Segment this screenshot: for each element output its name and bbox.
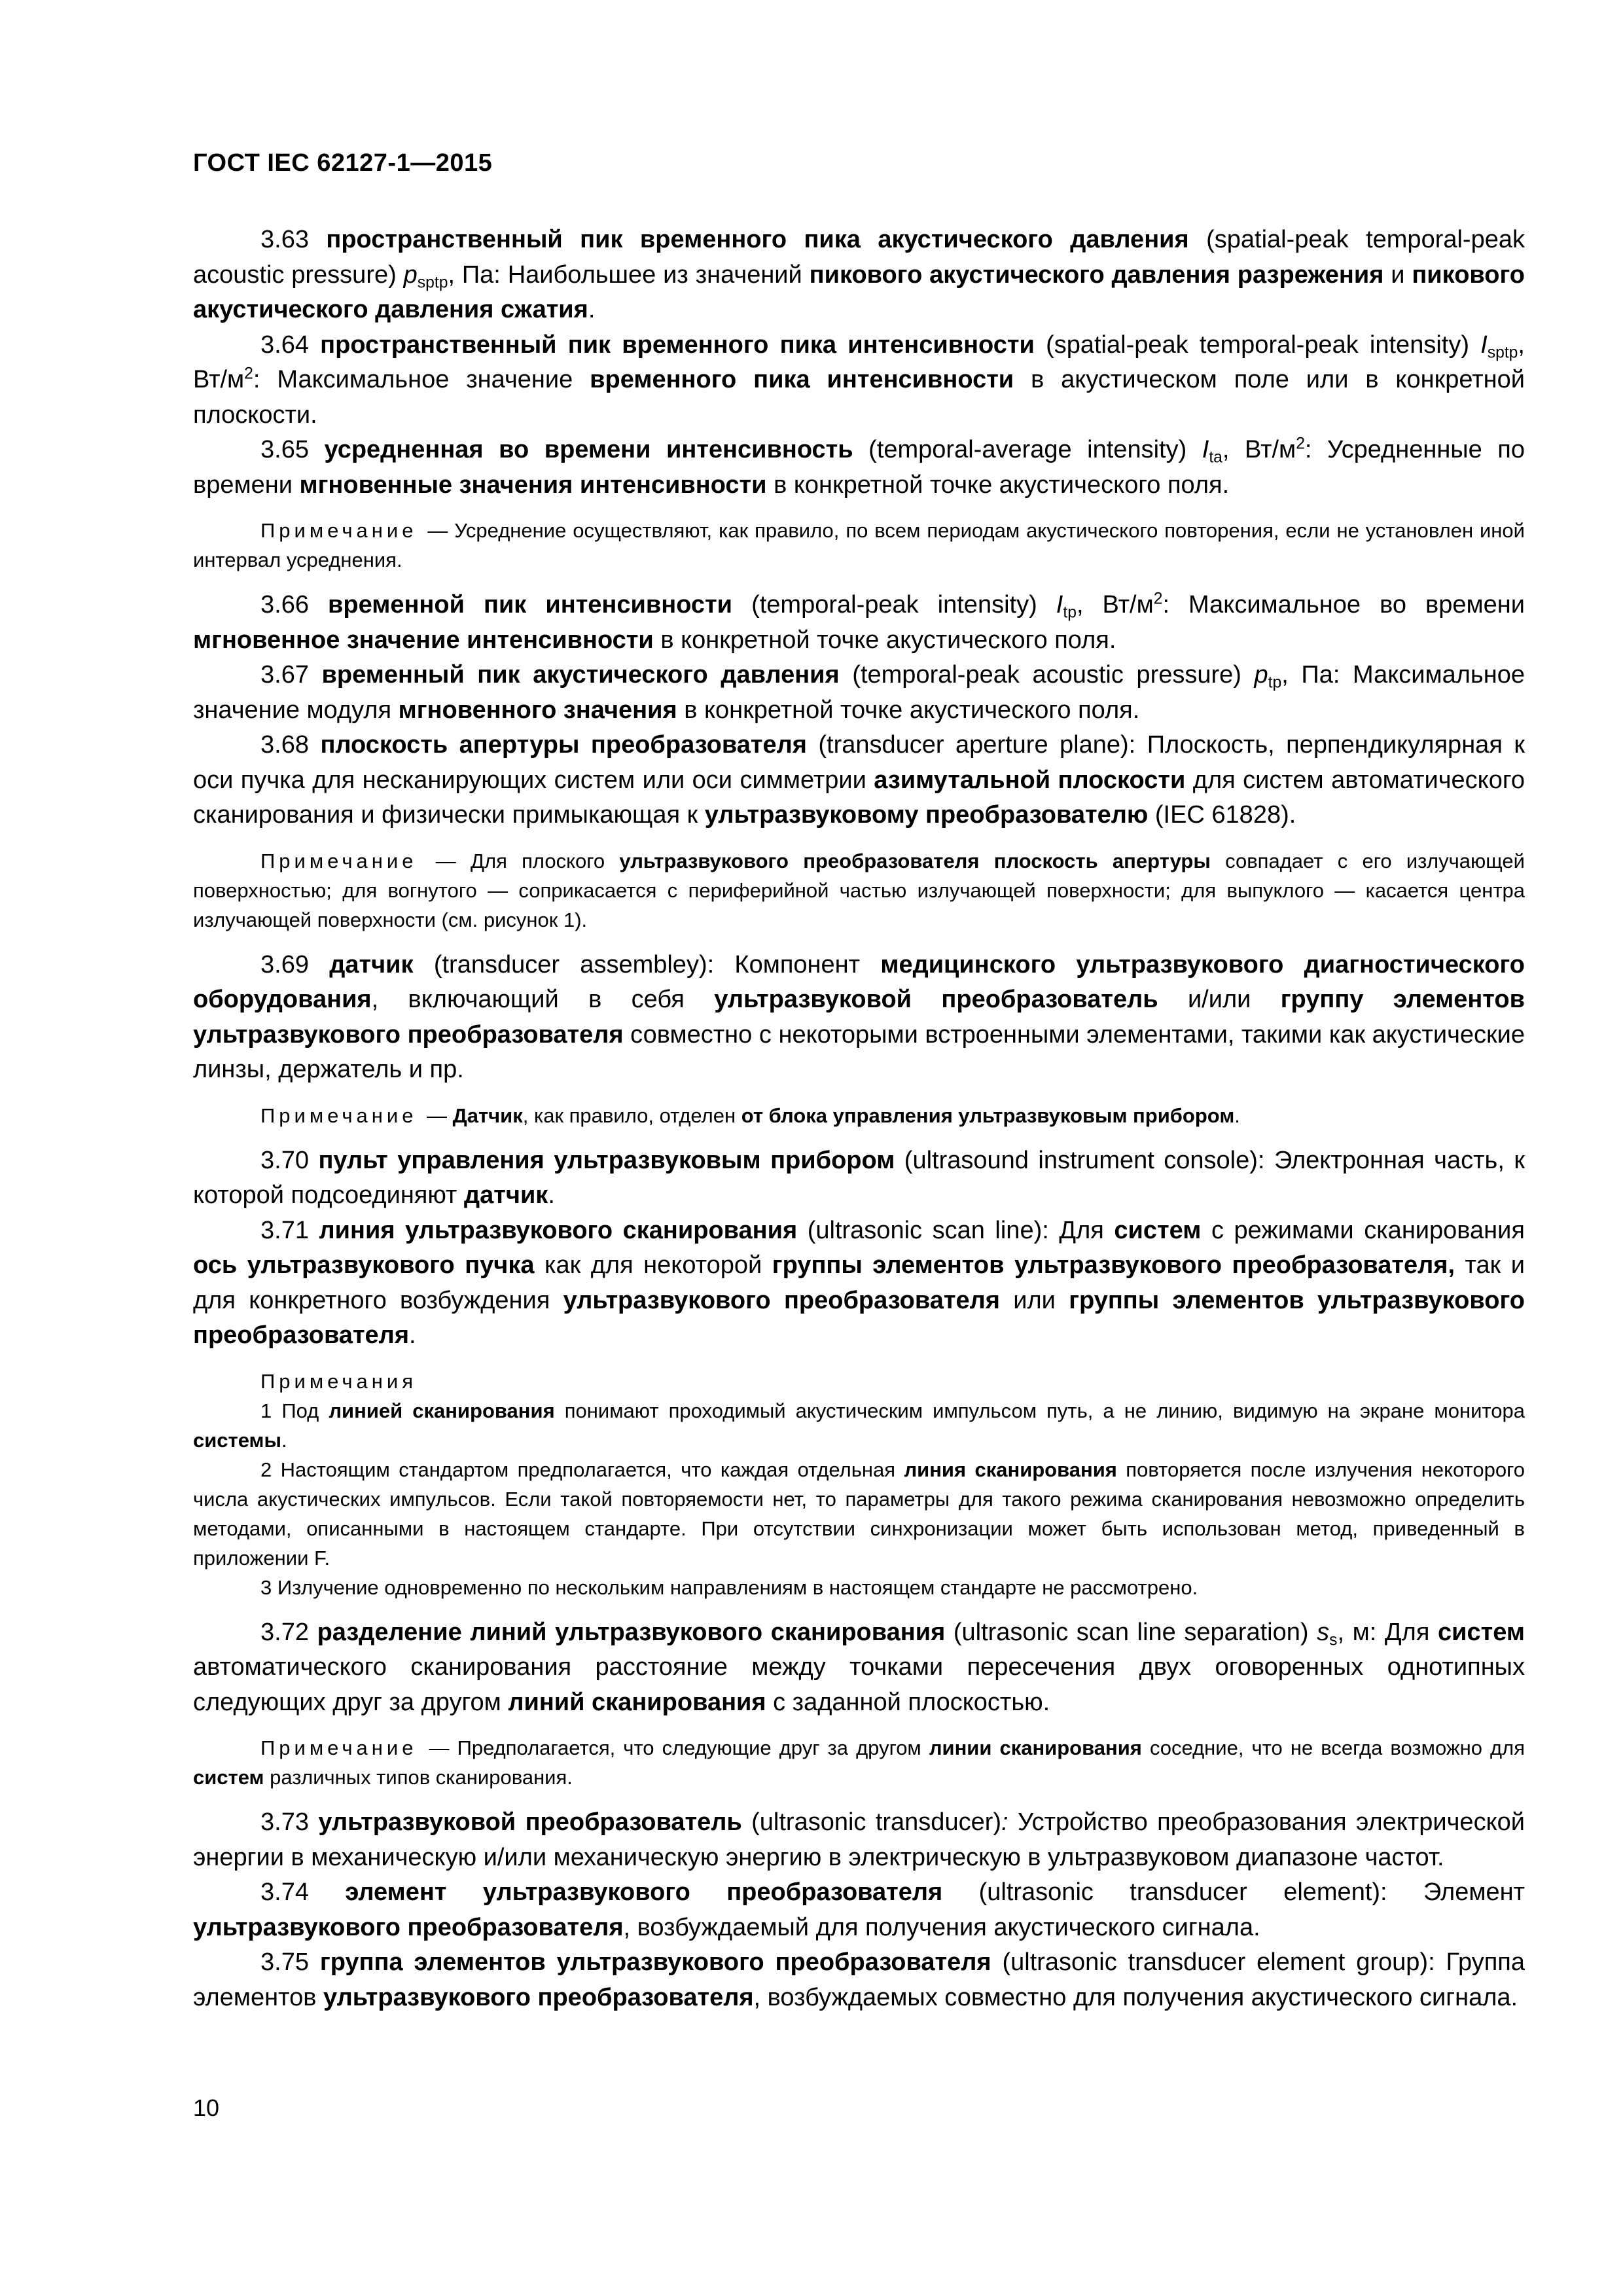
term-definition: . xyxy=(588,296,596,323)
term-number: 3.74 xyxy=(260,1878,346,1906)
term-name: линия ультразвукового сканирования xyxy=(319,1216,798,1244)
term-english: (ultrasonic scan line separation) xyxy=(945,1618,1317,1646)
term-3-74 xyxy=(193,1875,1525,1945)
term-symbol-subscript: ta xyxy=(1209,448,1222,467)
note-text: — Усреднение осуществляют, как правило, по всем периодам акустического повторения, если не установлен иной интервал усреднения. xyxy=(193,519,1525,571)
term-symbol: I xyxy=(1480,331,1488,359)
term-3-63 xyxy=(193,223,1525,328)
term-name: датчик xyxy=(329,950,414,978)
term-reference: систем xyxy=(1438,1618,1525,1646)
term-definition: или xyxy=(999,1286,1069,1314)
term-unit-superscript: 2 xyxy=(1296,435,1305,453)
note-item-3 xyxy=(193,1573,1525,1602)
term-3-64 xyxy=(193,328,1525,433)
term-number: 3.73 xyxy=(260,1808,319,1836)
term-definition: , возбуждаемый для получения акустического сигнала. xyxy=(623,1913,1260,1941)
term-name: пространственный пик временного пика интенсивности xyxy=(320,331,1035,359)
term-name: ультразвуковой преобразователь xyxy=(318,1808,742,1836)
note-text: 3 Излучение одновременно по нескольким направлениям в настоящем стандарте не рассмотрено. xyxy=(260,1575,1198,1599)
note-reference: ультразвукового преобразователя xyxy=(619,849,980,872)
term-reference: ультразвукового преобразователя xyxy=(563,1286,1000,1314)
note-label: Примечание xyxy=(260,519,418,542)
note-3-69 xyxy=(193,1101,1525,1130)
term-definition: в конкретной точке акустического поля. xyxy=(766,471,1230,499)
term-reference: мгновенного значения xyxy=(398,696,677,724)
term-definition: (ultrasonic scan line): Для xyxy=(797,1216,1115,1244)
note-text: . xyxy=(1234,1103,1240,1127)
term-3-68 xyxy=(193,728,1525,833)
term-reference: мгновенные значения интенсивности xyxy=(299,471,767,499)
notes-label: Примечания xyxy=(260,1369,417,1393)
note-text: различных типов сканирования. xyxy=(264,1766,573,1789)
note-label: Примечание xyxy=(260,849,418,872)
term-unit: , Вт/м xyxy=(193,331,1525,393)
term-reference: ультразвукового преобразователя xyxy=(323,1983,754,2011)
note-reference: от блока управления ультразвуковым прибором xyxy=(741,1103,1235,1127)
term-name: разделение линий ультразвукового сканирования xyxy=(317,1618,946,1646)
note-reference: системы xyxy=(193,1428,281,1452)
note-text: — Для плоского xyxy=(421,849,620,872)
term-reference: линий сканирования xyxy=(508,1688,766,1716)
term-3-67 xyxy=(193,658,1525,728)
term-reference: азимутальной плоскости xyxy=(874,766,1186,794)
document-body xyxy=(193,223,1525,2015)
term-definition: , м: Для xyxy=(1337,1618,1438,1646)
term-definition: : Максимальное значение xyxy=(253,366,590,393)
term-3-72 xyxy=(193,1615,1525,1721)
term-number: 3.71 xyxy=(260,1216,319,1244)
term-number: 3.66 xyxy=(260,591,329,619)
note-text xyxy=(979,850,993,872)
term-3-75 xyxy=(193,1945,1525,2015)
term-definition: как для некоторой xyxy=(534,1251,772,1279)
note-label: Примечание xyxy=(260,1736,418,1759)
term-definition: автоматического сканирования расстояние между точками пересечения двух оговоренных однотипных следующих друг за другом xyxy=(193,1653,1525,1716)
term-unit: , Вт/м xyxy=(1076,591,1154,619)
note-reference: линия сканирования xyxy=(904,1458,1117,1481)
note-text: 2 Настоящим стандартом предполагается, что каждая отдельная xyxy=(260,1458,904,1481)
term-symbol: p xyxy=(1254,661,1268,689)
term-definition: так и для конкретного возбуждения xyxy=(193,1251,1525,1314)
page-number: 10 xyxy=(193,2094,220,2121)
term-number: 3.69 xyxy=(260,950,330,978)
term-symbol-subscript: tp xyxy=(1063,603,1077,622)
term-name: временный пик акустического давления xyxy=(321,661,840,689)
note-text: соседние, что не всегда возможно для xyxy=(1141,1736,1525,1759)
term-number: 3.64 xyxy=(260,331,321,359)
term-reference: мгновенное значение интенсивности xyxy=(193,626,654,654)
term-symbol: s xyxy=(1317,1618,1330,1646)
note-reference: линии сканирования xyxy=(929,1736,1142,1759)
term-reference: пикового акустического давления разрежения xyxy=(809,260,1384,289)
term-definition: в конкретной точке акустического поля. xyxy=(677,696,1140,724)
note-label: Примечание xyxy=(260,1103,418,1127)
term-english: (spatial-peak temporal-peak intensity) xyxy=(1034,331,1481,359)
term-symbol: p xyxy=(403,260,418,289)
term-reference: ультразвукового преобразователя xyxy=(193,1913,624,1941)
note-text: — xyxy=(421,1103,453,1127)
term-definition: : Усредненные по времени xyxy=(193,436,1525,499)
term-english: (temporal-peak intensity) xyxy=(732,591,1056,619)
term-definition: (ultrasonic transducer element): Элемент xyxy=(942,1878,1525,1906)
term-symbol-subscript: s xyxy=(1329,1630,1338,1649)
term-name: плоскость апертуры преобразователя xyxy=(320,731,807,759)
term-3-65 xyxy=(193,433,1525,503)
term-3-71 xyxy=(193,1213,1525,1354)
term-3-69 xyxy=(193,948,1525,1088)
term-definition: , включающий в себя xyxy=(371,986,715,1013)
term-definition: , возбуждаемых совместно для получения акустического сигнала. xyxy=(753,1983,1518,2011)
note-3-68 xyxy=(193,846,1525,935)
term-3-70 xyxy=(193,1143,1525,1213)
term-name: пространственный пик временного пика акустического давления xyxy=(326,226,1189,253)
term-definition: . xyxy=(409,1321,416,1349)
note-reference: плоскость апертуры xyxy=(993,849,1211,872)
note-item-2 xyxy=(193,1455,1525,1573)
term-reference: временного пика интенсивности xyxy=(590,366,1014,393)
term-number: 3.68 xyxy=(260,731,321,759)
note-item-1 xyxy=(193,1396,1525,1455)
term-english: (temporal-average intensity) xyxy=(853,436,1202,463)
term-unit-superscript: 2 xyxy=(244,365,253,383)
term-3-66 xyxy=(193,588,1525,658)
note-reference: систем xyxy=(193,1766,264,1789)
term-definition: , Па: Наибольшее из значений xyxy=(448,260,810,289)
term-name: временной пик интенсивности xyxy=(328,591,733,619)
note-3-65 xyxy=(193,516,1525,575)
term-definition: в акустическом поле или в конкретной плоскости. xyxy=(193,366,1525,429)
term-definition: в конкретной точке акустического поля. xyxy=(653,626,1116,654)
term-symbol: I xyxy=(1056,591,1063,619)
document-header: ГОСТ IEC 62127-1—2015 xyxy=(193,149,493,177)
note-text: понимают проходимый акустическим импульсом путь, а не линию, видимую на экране монитора xyxy=(554,1399,1525,1422)
notes-3-71 xyxy=(193,1367,1525,1602)
term-definition: Устройство преобразования электрической энергии в механическую и/или механическую энергию в электрическую в ультразвуковом диапазоне частот. xyxy=(193,1808,1525,1871)
term-unit: , Вт/м xyxy=(1222,436,1296,463)
term-reference: датчик xyxy=(464,1181,548,1209)
term-definition: . xyxy=(548,1181,555,1209)
note-reference: Датчик xyxy=(452,1103,523,1127)
term-number: 3.67 xyxy=(260,661,322,689)
note-3-72 xyxy=(193,1733,1525,1792)
term-reference: пикового акустического давления сжатия xyxy=(193,260,1525,323)
term-number: 3.65 xyxy=(260,436,325,463)
term-symbol-subscript: tp xyxy=(1268,673,1282,692)
term-name: усредненная во времени интенсивность xyxy=(324,436,853,463)
term-number: 3.63 xyxy=(260,226,327,253)
term-reference: группы элементов ультразвукового преобразователя, xyxy=(772,1251,1455,1279)
term-symbol-subscript: sptp xyxy=(1487,343,1518,361)
term-definition: (ultrasonic transducer element group): Группа элементов xyxy=(193,1948,1525,2011)
note-text: , как правило, отделен xyxy=(522,1103,741,1127)
term-reference: группы элементов ультразвукового преобразователя xyxy=(193,1286,1525,1349)
term-definition: (IEC 61828). xyxy=(1148,801,1296,829)
note-text: — Предполагается, что следующие друг за другом xyxy=(421,1736,929,1759)
term-definition: и xyxy=(1383,260,1412,289)
term-definition: , Па: Максимальное значение модуля xyxy=(193,661,1525,724)
term-reference: ультразвуковому преобразователю xyxy=(704,801,1149,829)
term-english: (temporal-peak acoustic pressure) xyxy=(839,661,1255,689)
note-text: 1 Под xyxy=(260,1399,329,1422)
note-text: совпадает с его излучающей поверхностью; для вогнутого — соприкасается с периферийной частью излучающей поверхности; для выпуклого — касается центра излучающей поверхности (см. рисунок 1). xyxy=(193,849,1525,931)
term-reference: систем xyxy=(1114,1216,1202,1244)
term-unit-superscript: 2 xyxy=(1153,590,1163,608)
term-english: (spatial-peak temporal-peak acoustic pressure) xyxy=(193,226,1525,289)
term-name: пульт управления ультразвуковым прибором xyxy=(318,1146,895,1174)
term-definition: (ultrasound instrument console): Электронная часть, к которой подсоединяют xyxy=(193,1146,1525,1209)
term-reference: ультразвуковой преобразователь xyxy=(714,986,1158,1013)
term-definition: с заданной плоскостью. xyxy=(766,1688,1050,1716)
term-name: группа элементов ультразвукового преобразователя xyxy=(319,1948,991,1976)
term-number: 3.72 xyxy=(260,1618,317,1646)
term-symbol-subscript: sptp xyxy=(417,273,448,291)
term-definition: совместно с некоторыми встроенными элементами, такими как акустические линзы, держатель и пр. xyxy=(193,1020,1525,1083)
term-definition: : Максимальное во времени xyxy=(1162,591,1525,619)
term-number: 3.75 xyxy=(260,1948,320,1976)
term-reference: группу элементов ультразвукового преобразователя xyxy=(193,986,1525,1049)
term-reference: ось ультразвукового пучка xyxy=(193,1251,535,1279)
term-symbol: I xyxy=(1202,436,1209,463)
term-colon: : xyxy=(1001,1808,1008,1836)
term-definition: (transducer assembley): Компонент xyxy=(413,950,881,978)
term-definition: с режимами сканирования xyxy=(1201,1216,1525,1244)
term-reference: медицинского ультразвукового диагностического оборудования xyxy=(193,950,1525,1013)
term-english: (ultrasonic transducer) xyxy=(741,1808,1002,1836)
term-number: 3.70 xyxy=(260,1146,319,1174)
term-definition: и/или xyxy=(1158,986,1281,1013)
note-text: . xyxy=(281,1428,287,1452)
note-text: повторяется после излучения некоторого числа акустических импульсов. Если такой повторяемости нет, то параметры для такого режима сканирования невозможно определить методами, описанными в настоящем стандарте. При отсутствии синхронизации может быть использован метод, приведенный в приложении F. xyxy=(193,1458,1525,1570)
term-name: элемент ультразвукового преобразователя xyxy=(345,1878,943,1906)
note-reference: линией сканирования xyxy=(329,1399,555,1422)
term-definition: (transducer aperture plane): Плоскость, перпендикулярная к оси пучка для несканирующих систем или оси симметрии xyxy=(193,731,1525,794)
term-3-73 xyxy=(193,1805,1525,1875)
notes-heading xyxy=(193,1367,1525,1396)
term-definition: для систем автоматического сканирования и физически примыкающая к xyxy=(193,766,1525,829)
